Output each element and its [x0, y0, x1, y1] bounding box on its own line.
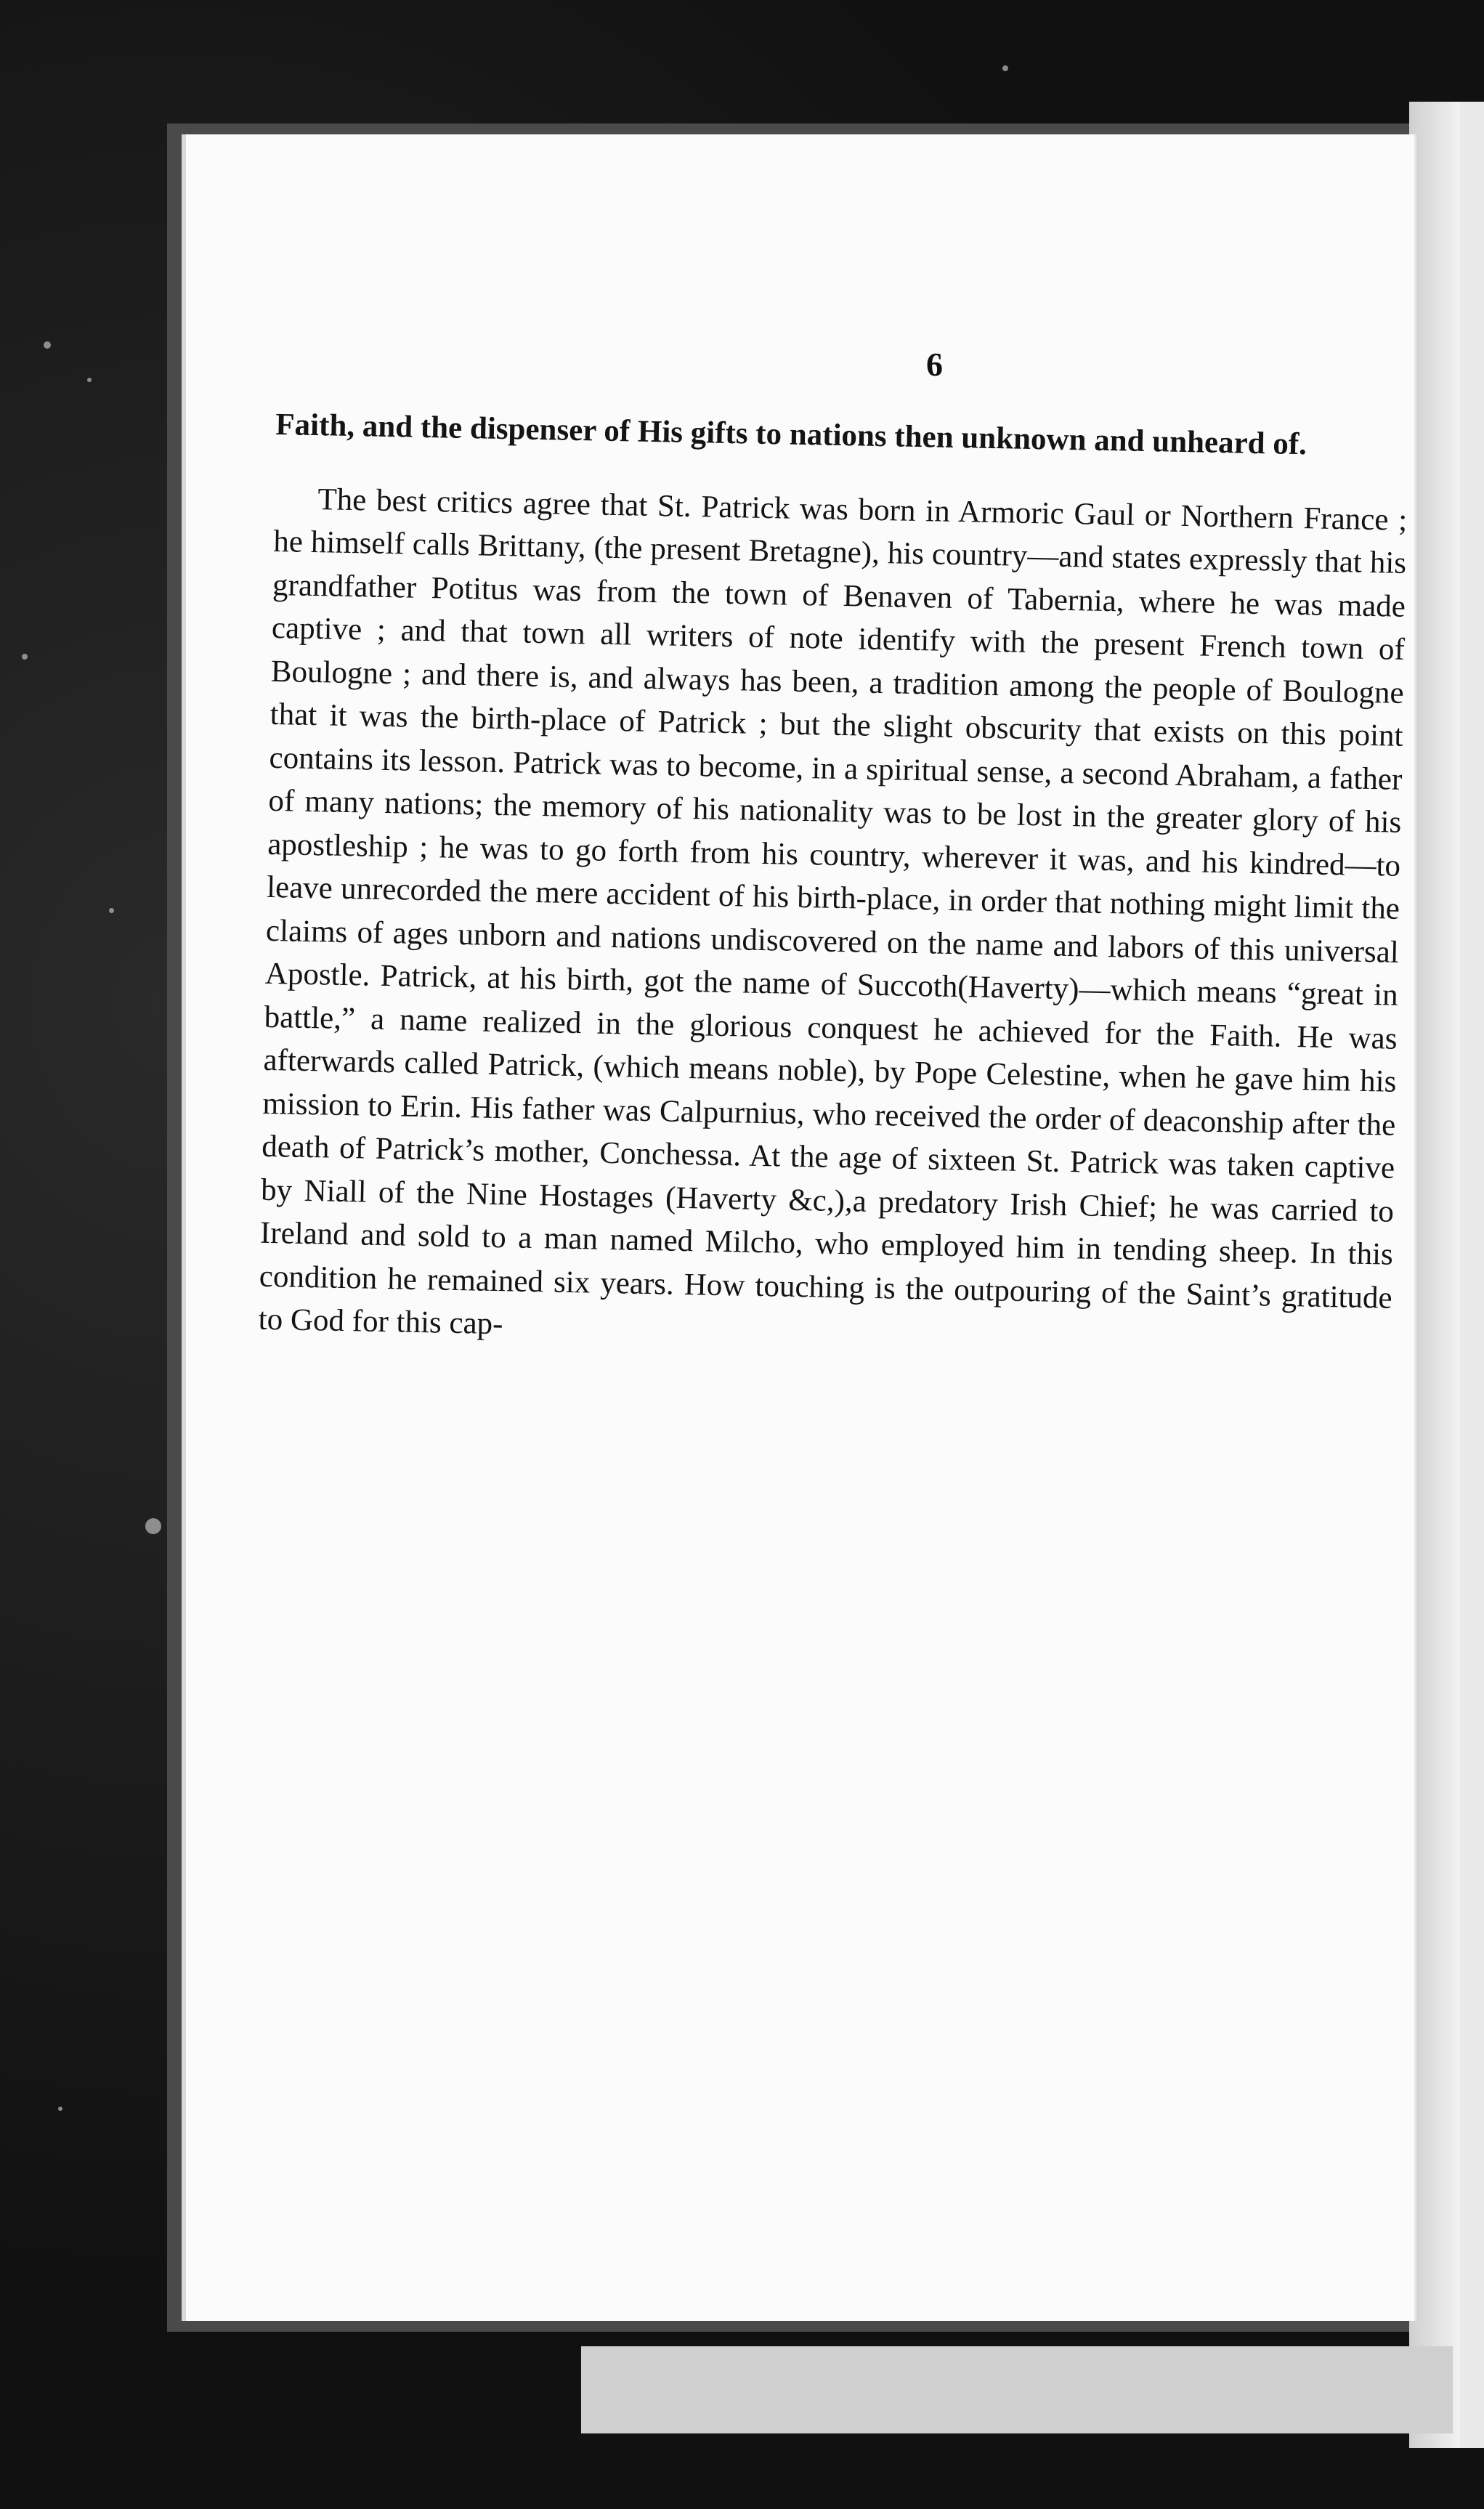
- adjacent-page-edge: [1409, 102, 1460, 2448]
- page-text: [258, 403, 1409, 1363]
- paragraph-main: The best critics agree that St. Patrick was born in Armoric Gaul or Northern France ; he himself calls Brittany, (the present Bretagne), his country—and states expressly that his grandfather Potitus was from the town of Benaven of Tabernia, where he was made captive ; and that town all writers of note identify with the present French town of Boulogne ; and there is, and always has been, a tradition among the people of Boulogne that it was the birth-place of Patrick ; but the slight obscurity that exists on this point contains its lesson. Patrick was to become, in a spiritual sense, a second Abraham, a father of many nations; the memory of his nationality was to be lost in the greater glory of his apostleship ; he was to go forth from his country, wherever it was, and his kindred—to leave unrecorded the mere accident of his birth-place, in order that nothing might limit the claims of ages unborn and nations undiscovered on the name and labors of this universal Apostle. Patrick, at his birth, got the name of Succoth(Haverty)—which means “great in battle,” a name realized in the glorious conquest he achieved for the Faith. He was afterwards called Patrick, (which means noble), by Pope Celestine, when he gave him his mission to Erin. His father was Calpurnius, who received the order of deaconship after the death of Patrick’s mother, Conchessa. At the age of sixteen St. Patrick was taken captive by Niall of the Nine Hostages (Haverty &c,),a predatory Irish Chief; he was carried to Ireland and sold to a man named Milcho, who employed him in tending sheep. In this condition he remained six years. How touching is the outpouring of the Saint’s gratitude to God for this cap-: [258, 482, 1408, 1342]
- paragraph-continuation: Faith, and the dispenser of His gifts to nations then unknown and unheard of.: [275, 407, 1307, 462]
- dust-speck: [44, 341, 51, 349]
- dust-speck: [58, 2107, 62, 2111]
- dust-speck: [22, 654, 28, 660]
- dust-speck: [1002, 65, 1008, 71]
- page-number: 6: [926, 346, 943, 383]
- dust-speck: [87, 378, 92, 382]
- back-page-edge: [1460, 102, 1484, 2448]
- dust-speck: [145, 1518, 161, 1534]
- page-bottom-strip: [581, 2346, 1453, 2433]
- dust-speck: [109, 908, 114, 913]
